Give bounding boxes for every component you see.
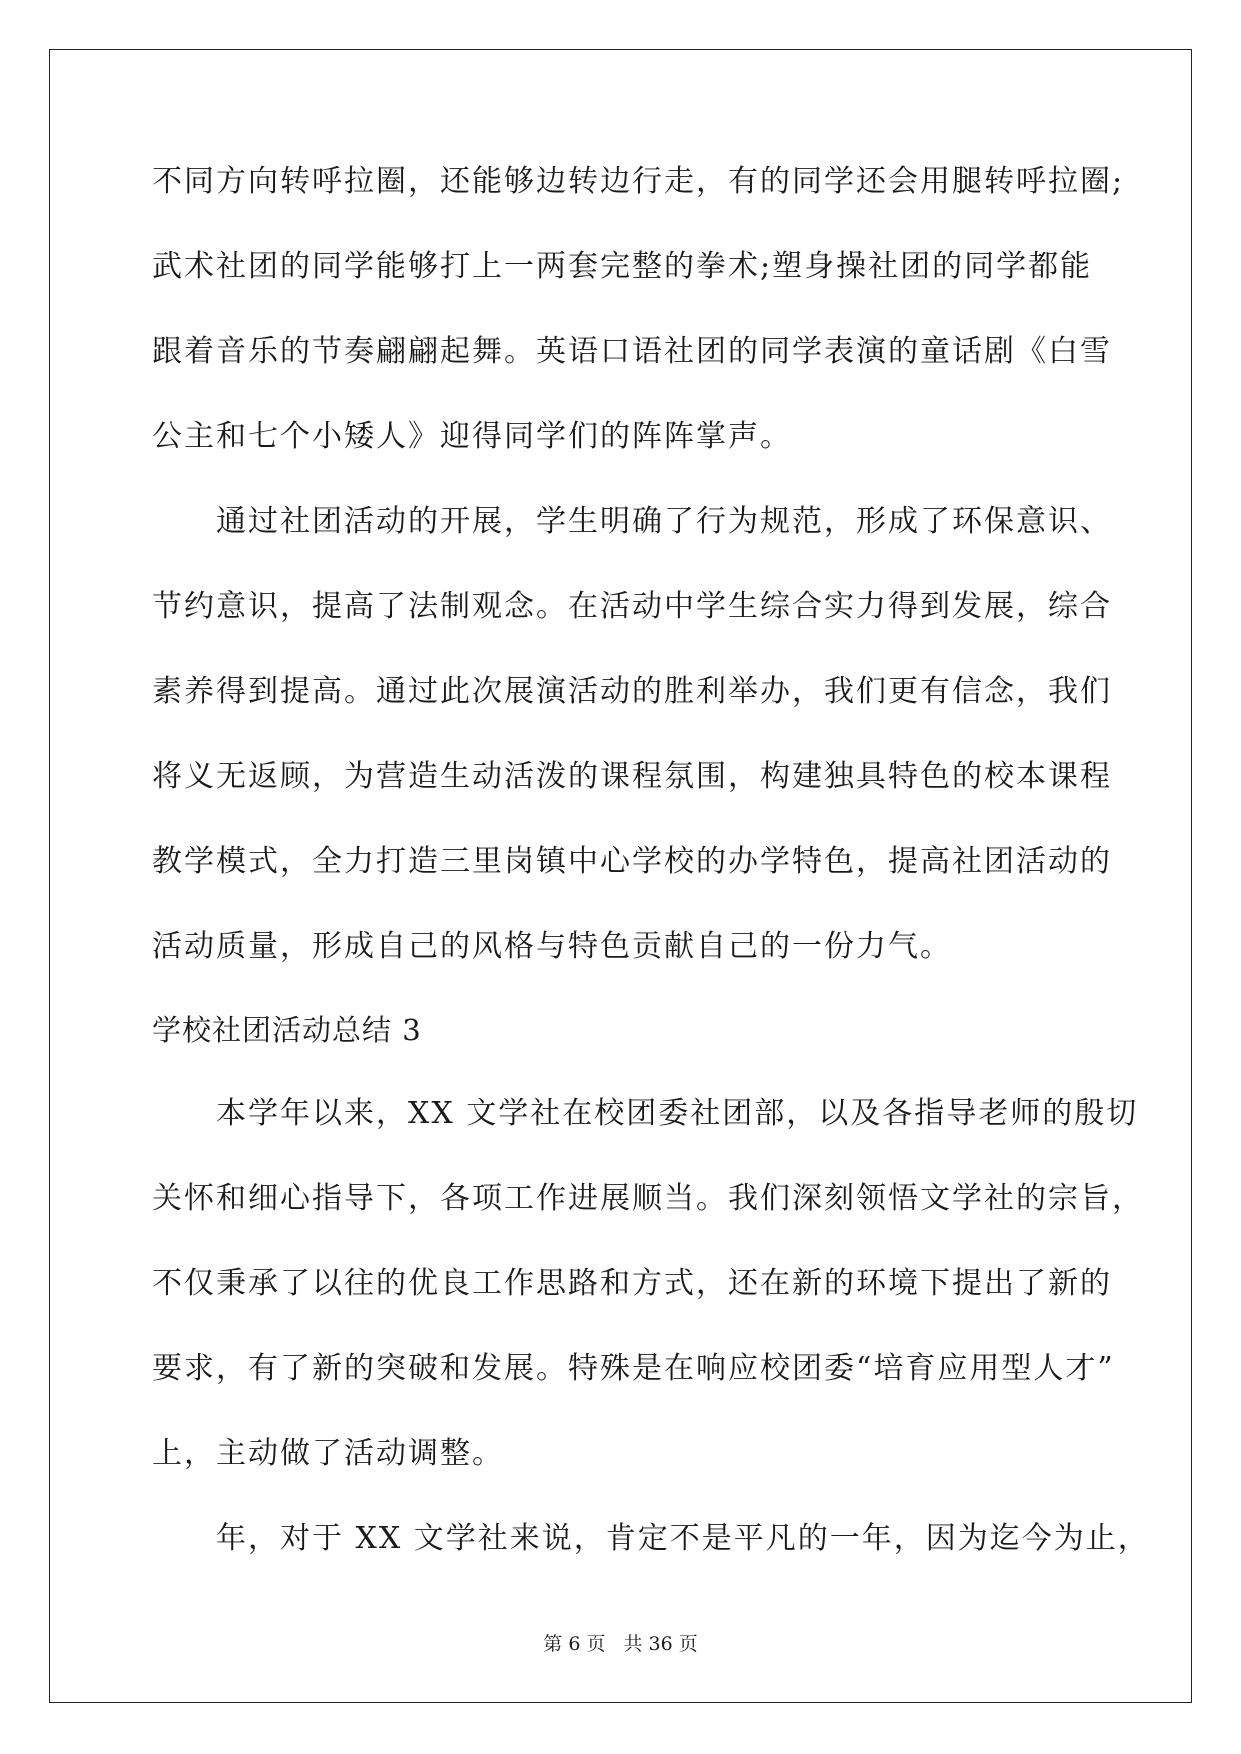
text-line: 关怀和细心指导下，各项工作进展顺当。我们深刻领悟文学社的宗旨，: [152, 1181, 1144, 1216]
section-heading: 学校社团活动总结 3: [152, 1013, 422, 1047]
text-line: 要求，有了新的突破和发展。特殊是在响应校团委“培育应用型人才”: [152, 1351, 1115, 1386]
text-line: 活动质量，形成自己的风格与特色贡献自己的一份力气。: [152, 929, 952, 964]
text-line: 不同方向转呼拉圈，还能够边转边行走，有的同学还会用腿转呼拉圈;: [152, 164, 1125, 199]
page-number: 第 6 页: [543, 1633, 606, 1655]
text-line: 将义无返顾，为营造生动活泼的课程氛围，构建独具特色的校本课程: [152, 759, 1112, 794]
text-line: 年，对于 XX 文学社来说，肯定不是平凡的一年，因为迄今为止，: [152, 1521, 1150, 1556]
text-line: 教学模式，全力打造三里岗镇中心学校的办学特色，提高社团活动的: [152, 844, 1112, 879]
text-line: 素养得到提高。通过此次展演活动的胜利举办，我们更有信念，我们: [152, 674, 1112, 709]
text-line: 节约意识，提高了法制观念。在活动中学生综合实力得到发展，综合: [152, 589, 1112, 624]
text-line: 公主和七个小矮人》迎得同学们的阵阵掌声。: [152, 419, 792, 454]
text-line: 本学年以来，XX 文学社在校团委社团部，以及各指导老师的殷切: [152, 1096, 1139, 1131]
page-footer: [0, 1632, 1241, 1656]
page-total: 共 36 页: [623, 1633, 698, 1655]
text-line: 武术社团的同学能够打上一两套完整的拳术;塑身操社团的同学都能: [152, 249, 1093, 284]
text-line: 不仅秉承了以往的优良工作思路和方式，还在新的环境下提出了新的: [152, 1266, 1112, 1301]
text-line: 跟着音乐的节奏翩翩起舞。英语口语社团的同学表演的童话剧《白雪: [152, 334, 1112, 369]
text-line: 通过社团活动的开展，学生明确了行为规范，形成了环保意识、: [152, 504, 1112, 539]
text-line: 上，主动做了活动调整。: [152, 1436, 504, 1471]
